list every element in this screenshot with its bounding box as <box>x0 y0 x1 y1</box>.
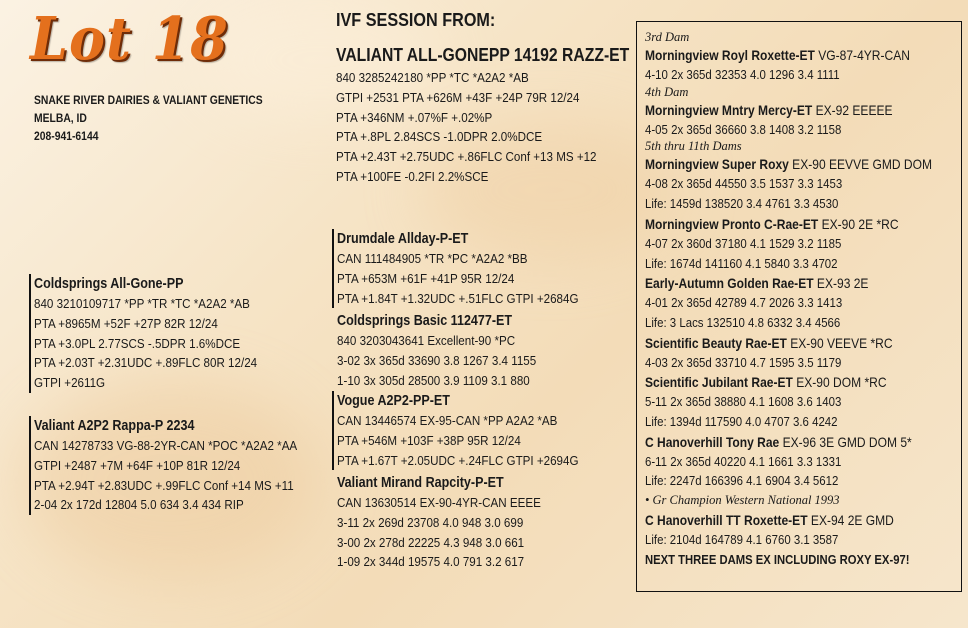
dam-record: Life: 1459d 138520 3.4 4761 3.3 4530 <box>645 196 839 212</box>
dam-score: EX-90 DOM *RC <box>796 374 887 391</box>
animal-line: 840 3210109717 *PP *TR *TC *A2A2 *AB <box>34 296 250 311</box>
dam-record: 4-07 2x 360d 37180 4.1 1529 3.2 1185 <box>645 235 842 251</box>
ivf-animal-name: VALIANT ALL-GONEPP 14192 RAZZ-ET <box>336 44 630 65</box>
dam-generation-label: 4th Dam <box>645 84 689 99</box>
dam-block <box>29 416 333 515</box>
dam-record: Life: 1674d 141160 4.1 5840 3.3 4702 <box>645 255 838 271</box>
dam-record: Life: 1394d 117590 4.0 4707 3.6 4242 <box>645 414 838 430</box>
dam-record: Life: 3 Lacs 132510 4.8 6332 3.4 4566 <box>645 314 841 330</box>
dam-award-note: • Gr Champion Western National 1993 <box>645 493 840 508</box>
animal-line: 1-09 2x 344d 19575 4.0 791 3.2 617 <box>337 554 525 570</box>
dam-name-row <box>645 154 933 174</box>
dam-sire-block <box>332 391 611 470</box>
dams-footer-note: NEXT THREE DAMS EX INCLUDING ROXY EX-97! <box>645 551 910 567</box>
dam-record: Life: 2104d 164789 4.1 6760 3.1 3587 <box>645 532 839 548</box>
dam-name: C Hanoverhill TT Roxette-ET <box>645 512 808 529</box>
dam-record: Life: 2247d 166396 4.1 6904 3.4 5612 <box>645 473 839 489</box>
animal-line: PTA +2.94T +2.83UDC +.99FLC Conf +14 MS +11 <box>34 477 294 493</box>
dam-record: 5-11 2x 365d 38880 4.1 1608 3.6 1403 <box>645 394 842 410</box>
dam-name-row <box>645 372 917 392</box>
dam-score: VG-87-4YR-CAN <box>818 47 910 63</box>
animal-line: 3-11 2x 269d 23708 4.0 948 3.0 699 <box>337 514 524 530</box>
sire-sire-block <box>332 229 611 308</box>
animal-line: 3-02 3x 365d 33690 3.8 1267 3.4 1155 <box>337 352 537 368</box>
consignor-info <box>34 92 263 146</box>
dam-name-row <box>645 432 917 452</box>
dam-score: EX-90 VEEVE *RC <box>790 334 893 351</box>
dam-generation-label: 3rd Dam <box>645 30 690 44</box>
consignor-phone: 208-941-6144 <box>34 131 99 143</box>
animal-line: GTPI +2611G <box>34 375 106 391</box>
sire-block <box>29 274 288 393</box>
sire-dam-block <box>337 311 563 390</box>
ivf-line: PTA +2.43T +2.75UDC +.86FLC Conf +13 MS +12 <box>336 149 597 165</box>
dam-name-row <box>645 333 917 353</box>
animal-line: PTA +2.03T +2.31UDC +.89FLC 80R 12/24 <box>34 355 258 371</box>
dam-name: Early-Autumn Golden Rae-ET <box>645 275 814 292</box>
dam-score: EX-90 EEVVE GMD DOM <box>792 156 933 173</box>
animal-line: PTA +1.84T +1.32UDC +.51FLC GTPI +2684G <box>337 290 579 306</box>
animal-name: Valiant Mirand Rapcity-P-ET <box>337 475 504 491</box>
consignor-city: MELBA, ID <box>34 113 87 125</box>
animal-line: PTA +3.0PL 2.77SCS -.5DPR 1.6%DCE <box>34 335 241 351</box>
animal-line: CAN 111484905 *TR *PC *A2A2 *BB <box>337 251 528 266</box>
consignor-name: SNAKE RIVER DAIRIES & VALIANT GENETICS <box>34 95 263 107</box>
dam-name: Morningview Super Roxy <box>645 156 789 173</box>
animal-line: 1-10 3x 305d 28500 3.9 1109 3.1 880 <box>337 372 530 388</box>
animal-line: 3-00 2x 278d 22225 4.3 948 3.0 661 <box>337 534 525 550</box>
dam-name-row <box>645 100 917 120</box>
animal-line: PTA +653M +61F +41P 95R 12/24 <box>337 270 515 286</box>
lot-title: Lot 18 <box>30 2 229 74</box>
dam-score: EX-94 2E GMD <box>810 512 894 529</box>
dam-record: 4-05 2x 365d 36660 3.8 1408 3.2 1158 <box>645 121 842 137</box>
dam-record: 4-03 2x 365d 33710 4.7 1595 3.5 1179 <box>645 354 842 370</box>
ivf-line: 840 3285242180 *PP *TC *A2A2 *AB <box>336 70 529 85</box>
dam-name-row <box>645 45 917 65</box>
dam-score: EX-92 EEEEE <box>815 101 893 118</box>
ivf-line: PTA +346NM +.07%F +.02%P <box>336 109 493 125</box>
dam-record: 4-10 2x 365d 32353 4.0 1296 3.4 1111 <box>645 67 840 82</box>
dam-name-row <box>645 510 917 530</box>
ivf-details <box>336 68 632 187</box>
ivf-line: GTPI +2531 PTA +626M +43F +24P 79R 12/24 <box>336 89 580 105</box>
animal-name: Valiant A2P2 Rappa-P 2234 <box>34 418 195 434</box>
animal-line: CAN 14278733 VG-88-2YR-CAN *POC *A2A2 *AA <box>34 438 298 453</box>
animal-name: Coldsprings Basic 112477-ET <box>337 313 513 329</box>
dam-record: 6-11 2x 365d 40220 4.1 1661 3.3 1331 <box>645 453 842 469</box>
dam-name-row <box>645 214 917 234</box>
dam-dam-block <box>337 473 569 572</box>
dam-name: Morningview Royl Roxette-ET <box>645 47 815 63</box>
dam-score: EX-90 2E *RC <box>821 215 899 232</box>
animal-line: 840 3203043641 Excellent-90 *PC <box>337 333 516 348</box>
dam-score: EX-93 2E <box>816 275 869 292</box>
dam-score: EX-96 3E GMD DOM 5* <box>782 433 912 450</box>
dam-name-row <box>645 273 917 293</box>
animal-line: PTA +546M +103F +38P 95R 12/24 <box>337 432 521 448</box>
animal-name: Drumdale Allday-P-ET <box>337 231 469 247</box>
animal-line: PTA +1.67T +2.05UDC +.24FLC GTPI +2694G <box>337 452 579 468</box>
dam-name: Scientific Jubilant Rae-ET <box>645 374 793 391</box>
animal-line: 2-04 2x 172d 12804 5.0 634 3.4 434 RIP <box>34 497 244 513</box>
animal-line: CAN 13630514 EX-90-4YR-CAN EEEE <box>337 495 541 510</box>
dam-name: Morningview Pronto C-Rae-ET <box>645 215 819 232</box>
dam-name: C Hanoverhill Tony Rae <box>645 433 780 450</box>
dam-name: Scientific Beauty Rae-ET <box>645 334 787 351</box>
dam-record: 4-08 2x 365d 44550 3.5 1537 3.3 1453 <box>645 176 843 192</box>
dam-name: Morningview Mntry Mercy-ET <box>645 101 813 118</box>
dam-record: 4-01 2x 365d 42789 4.7 2026 3.3 1413 <box>645 295 843 311</box>
animal-name: Vogue A2P2-PP-ET <box>337 393 450 409</box>
dam-generation-label: 5th thru 11th Dams <box>645 139 742 154</box>
animal-name: Coldsprings All-Gone-PP <box>34 276 184 292</box>
ivf-heading: IVF SESSION FROM: <box>336 10 496 30</box>
ivf-line: PTA +.8PL 2.84SCS -1.0DPR 2.0%DCE <box>336 129 543 145</box>
animal-line: GTPI +2487 +7M +64F +10P 81R 12/24 <box>34 457 241 473</box>
ivf-line: PTA +100FE -0.2FI 2.2%SCE <box>336 168 489 184</box>
animal-line: CAN 13446574 EX-95-CAN *PP A2A2 *AB <box>337 413 558 428</box>
maternal-line-box <box>636 21 962 592</box>
animal-line: PTA +8965M +52F +27P 82R 12/24 <box>34 315 218 331</box>
